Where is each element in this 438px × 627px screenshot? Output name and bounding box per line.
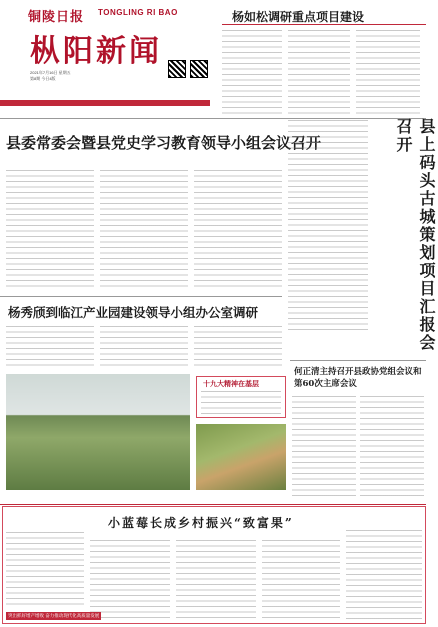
farm-photo [196,424,286,490]
feature-banner: 十九大精神在基层 [203,379,259,388]
feature-box [196,376,286,418]
date-line: 2021年7月16日 星期五 [30,70,71,75]
vertical-headline: 县上码头古城策划项目汇报会召开 [394,118,436,352]
issue-line: 第8期 今日4版 [30,76,56,81]
divider [0,296,282,297]
qr-code-icon [190,60,208,78]
divider [0,118,426,119]
masthead-date [30,70,71,82]
main-headline: 县委常委会暨县党史学习教育领导小组会议召开 [6,134,322,152]
divider [290,360,426,361]
second-headline: 杨秀颀到临江产业园建设领导小组办公室调研 [8,305,259,320]
article-body [6,326,94,368]
article-body [6,170,94,290]
divider [0,504,426,505]
qr-code-icon [168,60,186,78]
article-body [360,396,424,500]
article-body [100,170,188,290]
masthead-title: 枞阳新闻 [30,34,162,69]
divider [222,24,426,25]
article-body [176,540,256,620]
feature-headline: 小蓝莓长成乡村振兴“致富果” [108,516,294,530]
article-body [346,530,422,620]
article-body [90,540,170,620]
masthead-rule [0,100,210,106]
masthead-pinyin: TONGLING RI BAO [98,8,178,17]
article-body [194,170,282,290]
right-mid-headline: 何正清主持召开县政协党组会议和第60次主席会议 [294,367,422,389]
masthead-brand: 铜陵日报 [28,10,85,25]
article-body [288,120,368,330]
news-photo [6,374,190,490]
article-body [222,30,282,122]
article-body [262,540,340,620]
article-body [288,30,350,122]
article-body [194,326,282,368]
article-body [292,396,356,500]
article-body [356,30,420,122]
bottom-tag: 突出抓好增产增收 奋力推动现代化高质量发展 [8,613,100,618]
article-body [6,532,84,608]
article-body [100,326,188,368]
feature-body [201,391,281,415]
headline-top-right: 杨如松调研重点项目建设 [232,10,365,24]
